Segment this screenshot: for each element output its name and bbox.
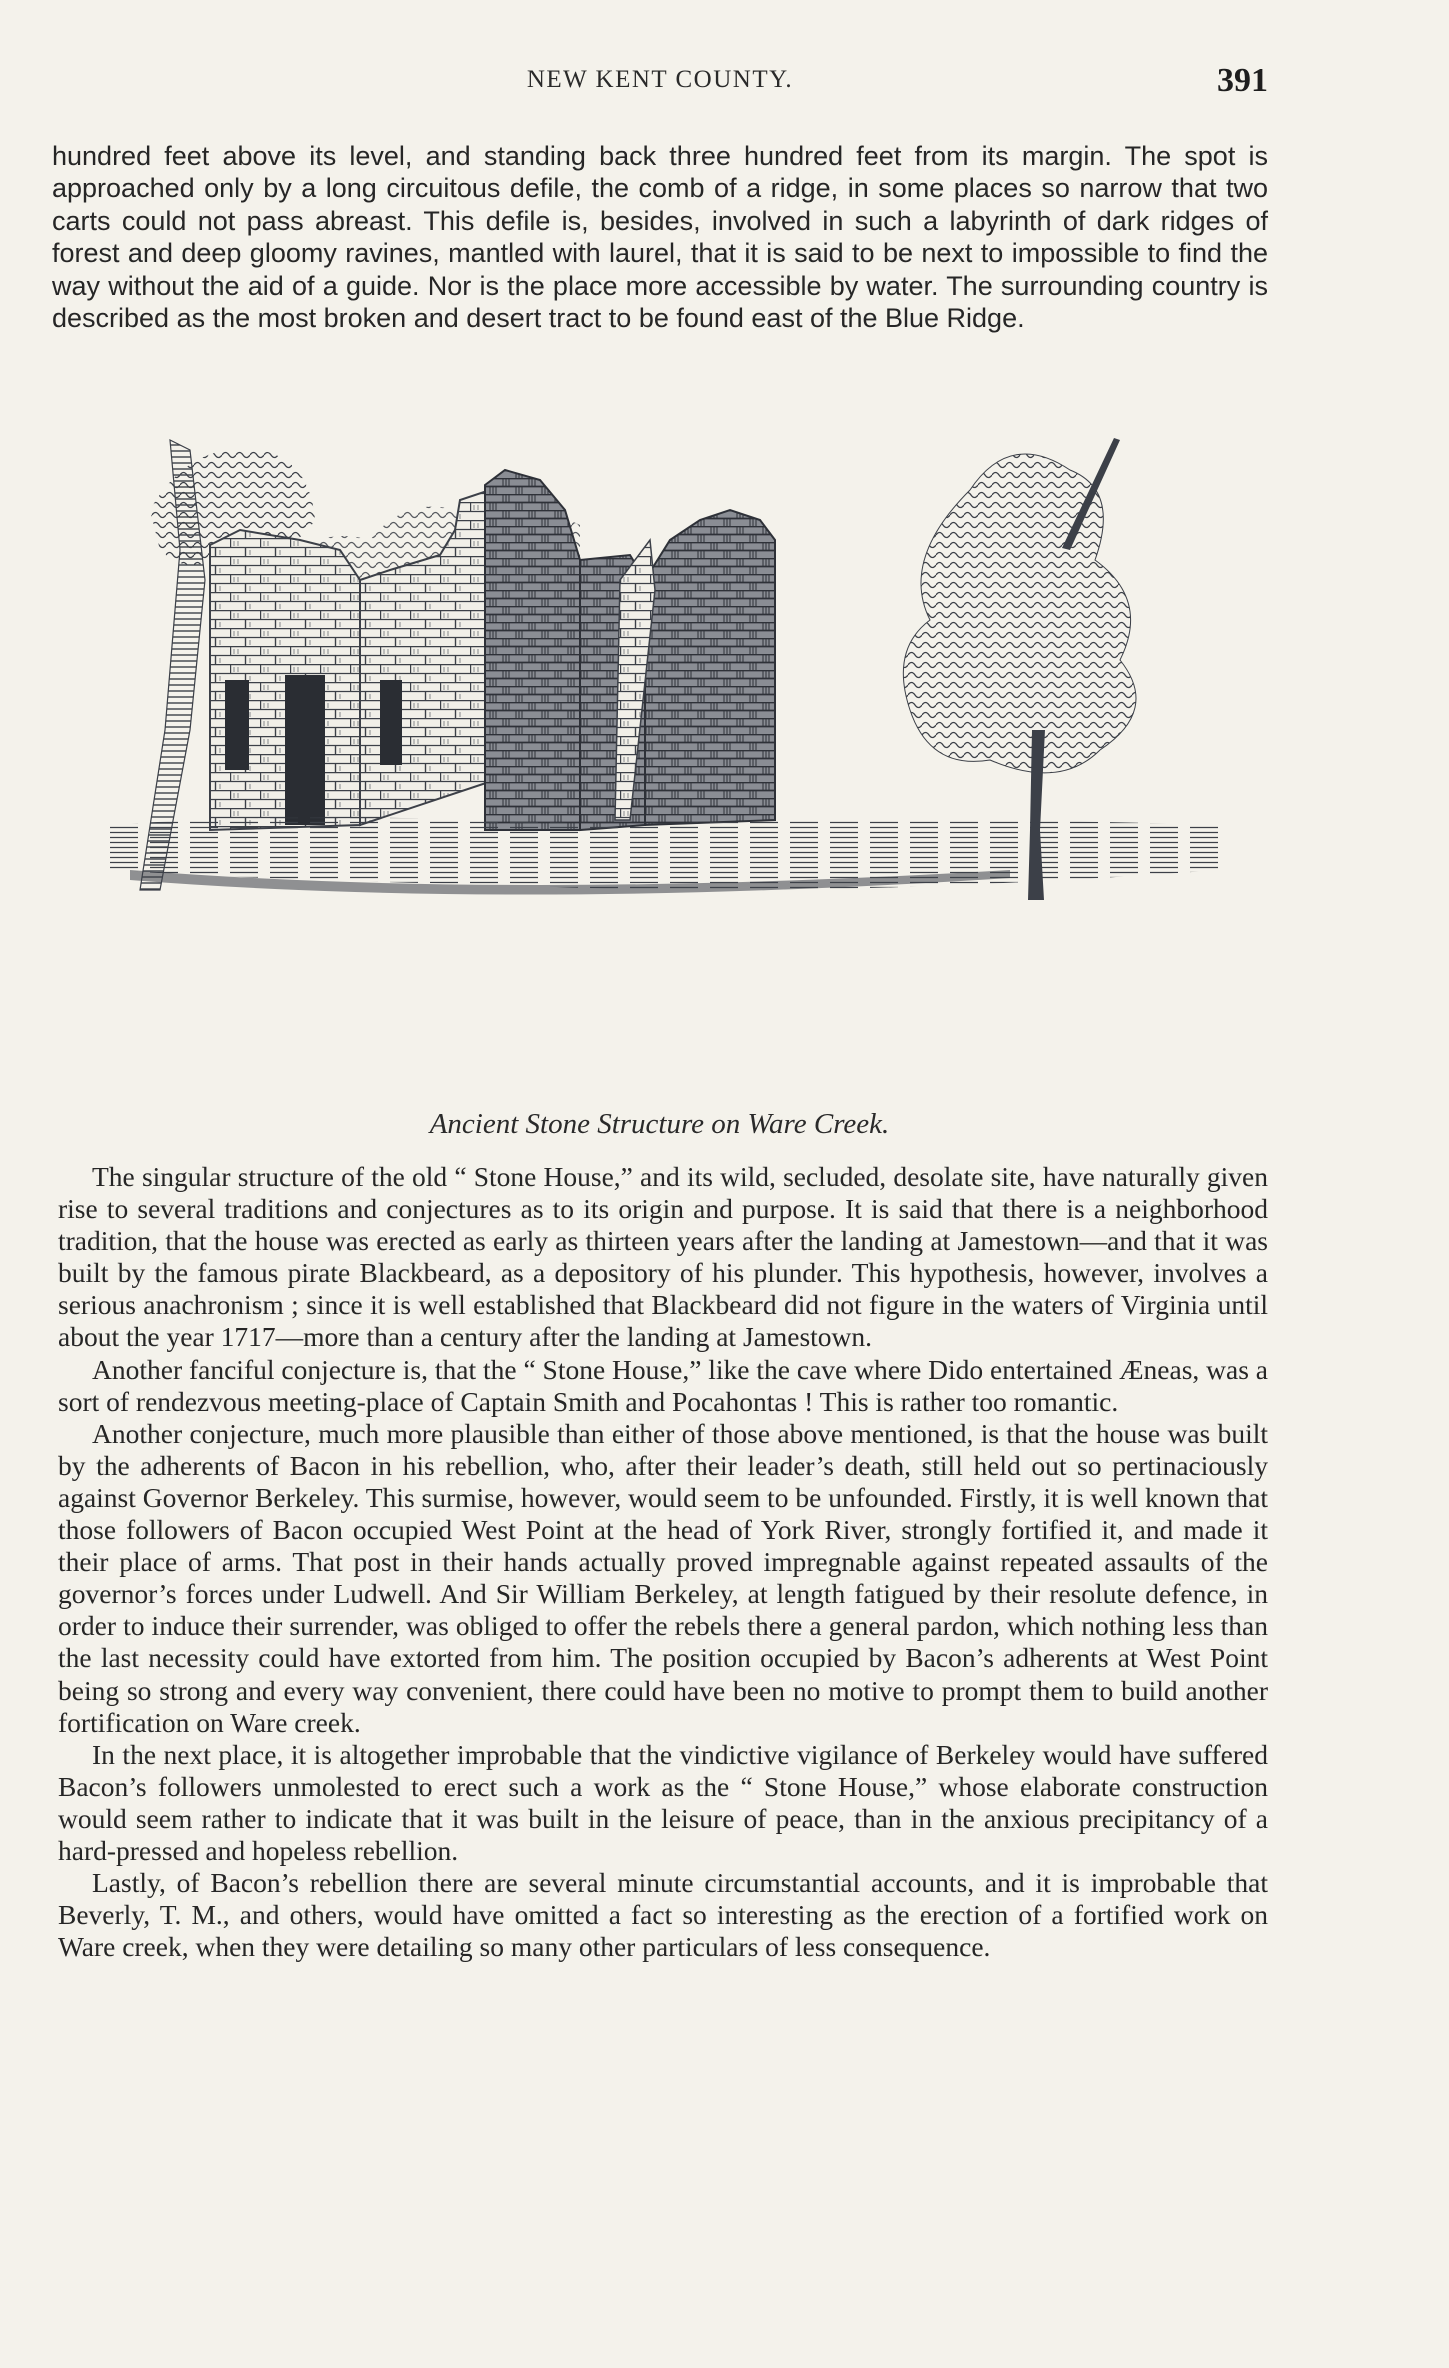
running-head: NEW KENT COUNTY. (526, 66, 794, 93)
ruin-window-left (225, 680, 249, 770)
stone-house-engraving (110, 430, 1220, 1055)
page-number: 391 (1217, 62, 1268, 99)
body-paragraph: In the next place, it is altogether improbable that the vindictive vigilance of Berkeley would have suffered Bacon’s followers unmolested to erect such a work as the “ Stone House,” whose elaborate construction would seem rather to indicate that it was built in the leisure of peace, than in the anxious precipitancy of a hard-pressed and hopeless rebellion. (58, 1738, 1268, 1866)
ruin-doorway (285, 675, 325, 825)
body-paragraph: Another conjecture, much more plausible than either of those above mentioned, is that the house was built by the adherents of Bacon in his rebellion, who, after their leader’s death, still held out so pertinaciously against Governor Berkeley. This surmise, however, would seem to be unfounded. Firstly, it is well known that those followers of Bacon occupied West Point at the head of York River, strongly fortified it, and made it their place of arms. That post in their hands actually proved impregnable against repeated assaults of the governor’s forces under Ludwell. And Sir William Berkeley, at length fatigued by their resolute defence, in order to induce their surrender, was obliged to offer the rebels there a general pardon, which nothing less than the last necessity could have extorted from him. The position occupied by Bacon’s adherents at West Point being so strong and every way convenient, there could have been no motive to prompt them to build another fortification on Ware creek. (58, 1417, 1268, 1738)
body-text (58, 1161, 1268, 1963)
intro-paragraph: hundred feet above its level, and standing back three hundred feet from its margin. The spot is approached only by a long circuitous defile, the comb of a ridge, in some places so narrow that two carts could not pass abreast. This defile is, besides, involved in such a labyrinth of dark ridges of forest and deep gloomy ravines, mantled with laurel, that it is said to be next to impossible to find the way without the aid of a guide. Nor is the place more accessible by water. The surrounding country is described as the most broken and desert tract to be found east of the Blue Ridge. (52, 141, 1268, 334)
body-paragraph: Another fanciful conjecture is, that the “ Stone House,” like the cave where Dido entertained Æneas, was a sort of rendezvous meeting-place of Captain Smith and Pocahontas ! This is rather too romantic. (58, 1353, 1268, 1417)
figure-caption: Ancient Stone Structure on Ware Creek. (429, 1108, 890, 1140)
ruin-window-right (380, 680, 402, 765)
body-paragraph: The singular structure of the old “ Stone House,” and its wild, secluded, desolate site, have naturally given rise to several traditions and conjectures as to its origin and purpose. It is said that there is a neighborhood tradition, that the house was erected as early as thirteen years after the landing at Jamestown—and that it was built by the famous pirate Blackbeard, as a depository of his plunder. This hypothesis, however, involves a serious anachronism ; since it is well established that Blackbeard did not figure in the waters of Virginia until about the year 1717—more than a century after the landing at Jamestown. (58, 1161, 1268, 1353)
body-paragraph: Lastly, of Bacon’s rebellion there are several minute circumstantial accounts, and it is improbable that Beverly, T. M., and others, would have omitted a fact so interesting as the erection of a fortified work on Ware creek, when they were detailing so many other particulars of less consequence. (58, 1867, 1268, 1963)
ruin-far-right-wall (645, 510, 775, 825)
ruin-central-wall (485, 470, 580, 830)
ground (110, 818, 1220, 891)
right-tree-crown (903, 454, 1136, 773)
page-header (52, 62, 1268, 102)
